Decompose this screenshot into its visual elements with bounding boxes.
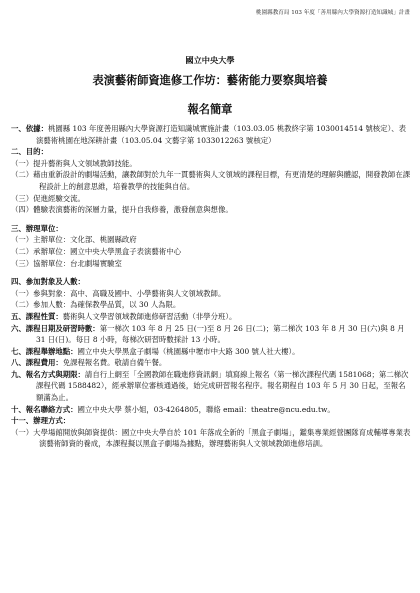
section-text: 請自行上網至「全國教師在職進修資訊網」填寫線上報名（第一梯次課程代碼 1581068；第二梯次課程代碼 1588482），經承辦單位審核通過後，始完成研習報名程序。報名期程自 103 年 5 月 30 日起，至報名額滿為止。 (36, 369, 409, 403)
list-item: （一）主辦單位：文化部、桃園縣政府 (11, 235, 137, 245)
section-label: 十、報名聯絡方式： (11, 404, 78, 414)
document-title: 表演藝術師資進修工作坊：藝術能力要察與培養 (92, 73, 328, 87)
section-course-nature (11, 311, 411, 323)
section-method (11, 415, 411, 450)
section-label: 四、參加對象及人數： (11, 277, 85, 287)
list-item: （三）促進經驗交流。 (11, 193, 85, 203)
list-item: （三）協辦單位：台北劇場實驗室 (11, 258, 122, 268)
section-purpose (11, 146, 411, 216)
section-label: 二、目的： (11, 147, 48, 157)
section-basis (11, 123, 411, 146)
section-schedule (11, 323, 411, 346)
header-note: 桃園縣教育局 103 年度「善用縣內大學資源打造知識城」計畫 (255, 10, 410, 16)
list-item: （二）參加人數：為確保教學品質，以 30 人為限。 (11, 300, 181, 310)
section-venue (11, 346, 411, 358)
section-label: 十一、辦理方式： (11, 416, 71, 426)
section-text: 藝術與人文學習領域教師進修研習活動（非學分班）。 (62, 311, 237, 321)
list-item: （一）參與對象：高中、高職及國中、小學藝術與人文領域教師。 (11, 288, 226, 298)
section-label: 六、課程日期及研習時數： (11, 323, 100, 333)
section-text: 第一梯次 103 年 8 月 25 日(一)至 8 月 26 日(二)；第二梯次 103 年 8 月 30 日(六)與 8 月 31 日(日)。每日 8 小時，每梯次研習時數採計 13 小時。 (36, 323, 405, 345)
section-registration (11, 369, 411, 404)
section-fee (11, 357, 411, 369)
section-text: 國立中央大學黑盒子劇場（桃園縣中壢市中大路 300 號人社大樓）。 (77, 346, 300, 356)
section-label: 九、報名方式與期限： (11, 369, 85, 379)
list-item: （二）藉由重新設計的劇場活動，讓教師對於九年一貫藝術與人文領域的課程目標，有更清楚的理解與體認，開發教師在課程設計上的創意思維，培養教學的技能與自信。 (11, 170, 411, 191)
school-name: 國立中央大學 (185, 55, 235, 65)
section-label: 三、辦理單位： (11, 223, 63, 233)
section-label: 一、依據： (11, 124, 48, 133)
section-contact (11, 404, 411, 416)
section-label: 八、課程費用： (11, 358, 63, 368)
list-item: （四）體驗表演藝術的深層力量，提升自我修養，激發創意與想像。 (11, 205, 233, 215)
list-item: （二）承辦單位：國立中央大學黑盒子表演藝術中心 (11, 246, 181, 256)
document-subtitle: 報名簡章 (187, 102, 233, 116)
section-text: 免課程報名費。敬請自備午餐。 (62, 358, 167, 368)
section-organizers (11, 223, 411, 269)
section-label: 五、課程性質： (11, 311, 63, 321)
section-label: 七、課程舉辦地點： (11, 346, 78, 356)
document-body (11, 123, 411, 450)
list-item: （一）提升藝術與人文領域教師技能。 (11, 158, 137, 168)
section-participants (11, 276, 411, 311)
list-item: （一）大學場館開放與師資提供：國立中央大學自於 101 年落成全新的「黑盒子劇場」，鑑集專業經營團隊育成輔導專業表演藝術師資的養成，本課程擬以黑盒子劇場為據點，辦理藝術與人文領域教師進修培訓。 (11, 427, 411, 449)
section-text: 桃園縣 103 年度善用縣內大學資源打造知識城實施計畫（103.03.05 桃教終字第 1030014514 號核定）、表演藝術桃園在地深耕計畫（103.05.04 文藝字第 1033012263 號核定） (36, 124, 407, 145)
section-text: 國立中央大學 蔡小姐，03-4264805，聯絡 email：theatre@ncu.edu.tw。 (77, 404, 335, 414)
